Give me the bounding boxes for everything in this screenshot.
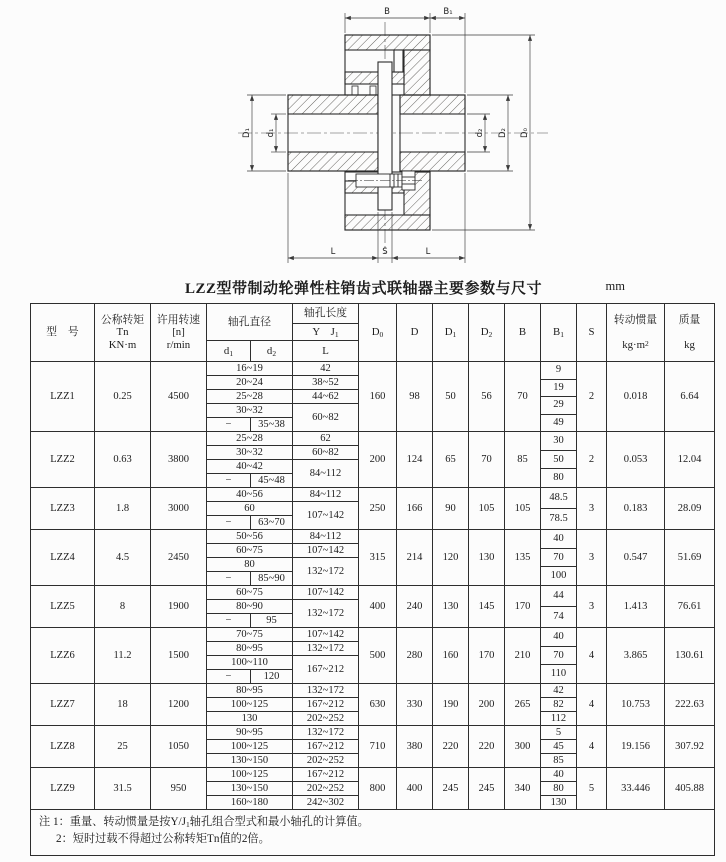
cell-bore-length: 84~112 <box>293 530 359 544</box>
cell-model: LZZ2 <box>31 432 95 488</box>
cell-bore-d2: 95 <box>251 614 293 628</box>
cell-bore-d1: − <box>207 614 251 628</box>
cell-torque: 1.8 <box>95 488 151 530</box>
cell-bore-length: 62 <box>293 432 359 446</box>
cell-speed: 4500 <box>151 362 207 432</box>
cell-speed: 950 <box>151 768 207 810</box>
cell-B: 70 <box>505 362 541 432</box>
cell-B1-segment: 80 <box>541 468 576 487</box>
cell-D2: 245 <box>469 768 505 810</box>
cell-S: 2 <box>577 362 607 432</box>
cell-speed: 1200 <box>151 684 207 726</box>
cell-bore-range: 40~56 <box>207 488 293 502</box>
cell-S: 4 <box>577 726 607 768</box>
cell-torque: 25 <box>95 726 151 768</box>
cell-S: 5 <box>577 768 607 810</box>
cell-D2: 56 <box>469 362 505 432</box>
cell-D: 330 <box>397 684 433 726</box>
cell-B1 <box>541 586 577 628</box>
cell-bore-range: 60~75 <box>207 544 293 558</box>
cell-B1-segment: 48.5 <box>549 492 568 504</box>
cell-B: 85 <box>505 432 541 488</box>
cell-bore-range: 100~110 <box>207 656 293 670</box>
cell-inertia: 0.018 <box>607 362 665 432</box>
cell-speed: 3800 <box>151 432 207 488</box>
cell-B1-segment: 45 <box>541 739 576 753</box>
cell-bore-range: 50~56 <box>207 530 293 544</box>
cell-B: 265 <box>505 684 541 726</box>
cell-D2: 130 <box>469 530 505 586</box>
header-bore-length: 轴孔长度 <box>293 304 359 324</box>
cell-bore-length: 202~252 <box>293 712 359 726</box>
cell-bore-d1: − <box>207 418 251 432</box>
cell-B: 300 <box>505 726 541 768</box>
cell-B1 <box>541 530 577 586</box>
cell-speed: 2450 <box>151 530 207 586</box>
cell-bore-length: 84~112 <box>293 460 359 488</box>
cell-bore-range: 16~19 <box>207 362 293 376</box>
cell-speed: 1050 <box>151 726 207 768</box>
cell-inertia: 0.183 <box>607 488 665 530</box>
cell-bore-range: 100~125 <box>207 740 293 754</box>
cell-D0: 710 <box>359 726 397 768</box>
elastic-pin-bolt <box>348 171 424 190</box>
table-row <box>31 726 715 740</box>
cell-B1-segment: 70 <box>541 646 576 665</box>
cell-model: LZZ6 <box>31 628 95 684</box>
cell-model: LZZ3 <box>31 488 95 530</box>
dim-label-B1: B₁ <box>443 7 453 17</box>
cell-torque: 8 <box>95 586 151 628</box>
cell-model: LZZ1 <box>31 362 95 432</box>
parameters-table <box>30 303 715 856</box>
cell-bore-d2: 35~38 <box>251 418 293 432</box>
table-row <box>31 432 715 446</box>
dim-label-S: S <box>382 247 388 257</box>
cell-mass: 76.61 <box>665 586 715 628</box>
cell-bore-range: 90~95 <box>207 726 293 740</box>
header-B1: $B_1$ <box>541 304 577 362</box>
cell-D0: 160 <box>359 362 397 432</box>
header-D0: $D_0$ <box>359 304 397 362</box>
cell-mass: 130.61 <box>665 628 715 684</box>
cell-D: 280 <box>397 628 433 684</box>
header-mass: 质量 kg <box>665 304 715 362</box>
center-flange <box>378 62 392 210</box>
cell-B1-segment: 80 <box>541 781 576 795</box>
cell-inertia: 10.753 <box>607 684 665 726</box>
cell-B1-segment: 82 <box>541 697 576 711</box>
cell-torque: 0.63 <box>95 432 151 488</box>
cell-bore-length: 107~142 <box>293 502 359 530</box>
cell-B1-segment: 78.5 <box>541 508 576 529</box>
header-speed: 许用转速 [n] r/min <box>151 304 207 362</box>
cell-B1-segment: 100 <box>541 566 576 585</box>
cell-bore-length: 107~142 <box>293 544 359 558</box>
dim-label-D0: D₀ <box>520 128 530 138</box>
cell-model: LZZ9 <box>31 768 95 810</box>
header-S: S <box>577 304 607 362</box>
cell-B1-segment: 74 <box>541 606 576 627</box>
cell-D1: 50 <box>433 362 469 432</box>
table-notes <box>31 810 715 856</box>
cell-B1 <box>541 768 577 810</box>
table-row <box>31 488 715 502</box>
cell-speed: 3000 <box>151 488 207 530</box>
cell-bore-length: 132~172 <box>293 642 359 656</box>
cell-B1 <box>541 726 577 768</box>
cell-bore-d2: 45~48 <box>251 474 293 488</box>
cell-D1: 160 <box>433 628 469 684</box>
dim-label-L-right: L <box>425 247 431 257</box>
cell-B1-segment: 19 <box>541 379 576 397</box>
table-row <box>31 362 715 376</box>
cell-bore-length: 42 <box>293 362 359 376</box>
cell-D: 400 <box>397 768 433 810</box>
cell-bore-length: 167~212 <box>293 656 359 684</box>
cell-B1 <box>541 432 577 488</box>
cell-B1-segment: 70 <box>541 548 576 567</box>
table-row <box>31 684 715 698</box>
cell-B1-segment: 50 <box>541 450 576 469</box>
cell-D: 124 <box>397 432 433 488</box>
dim-label-B: B <box>384 7 390 17</box>
cell-torque: 18 <box>95 684 151 726</box>
cell-bore-range: 80~95 <box>207 684 293 698</box>
cell-bore-length: 132~172 <box>293 726 359 740</box>
dim-label-d1: d₁ <box>266 128 276 138</box>
cell-bore-d1: − <box>207 670 251 684</box>
cell-S: 3 <box>577 586 607 628</box>
header-model: 型 号 <box>31 304 95 362</box>
cell-B: 170 <box>505 586 541 628</box>
cell-bore-range: 60 <box>207 502 293 516</box>
cell-D1: 245 <box>433 768 469 810</box>
cell-B1-segment: 112 <box>541 711 576 725</box>
cell-B1-segment: 42 <box>553 684 564 696</box>
header-bore-diameter: 轴孔直径 <box>207 304 293 341</box>
cell-B1-segment: 85 <box>541 753 576 767</box>
cell-bore-range: 70~75 <box>207 628 293 642</box>
cell-bore-d1: − <box>207 474 251 488</box>
cell-D: 166 <box>397 488 433 530</box>
cell-B: 210 <box>505 628 541 684</box>
table-row <box>31 530 715 544</box>
cell-D2: 220 <box>469 726 505 768</box>
note-line-2: 2：短时过载不得超过公称转矩Tn值的2倍。 <box>56 833 270 846</box>
cell-D0: 800 <box>359 768 397 810</box>
cell-D0: 250 <box>359 488 397 530</box>
header-L: L <box>293 341 359 362</box>
unit-label: mm <box>605 279 625 293</box>
cell-B: 105 <box>505 488 541 530</box>
cell-bore-length: 202~252 <box>293 754 359 768</box>
cell-B1-segment: 44 <box>553 590 564 602</box>
cell-mass: 405.88 <box>665 768 715 810</box>
table-row <box>31 586 715 600</box>
cell-B1-segment: 40 <box>553 532 564 544</box>
cell-S: 4 <box>577 628 607 684</box>
cell-D0: 500 <box>359 628 397 684</box>
cell-bore-d1: − <box>207 572 251 586</box>
cell-model: LZZ4 <box>31 530 95 586</box>
cell-bore-length: 242~302 <box>293 796 359 810</box>
cell-bore-range: 30~32 <box>207 446 293 460</box>
cell-D2: 105 <box>469 488 505 530</box>
cell-bore-d2: 85~90 <box>251 572 293 586</box>
header-d1: $d_1$ <box>207 341 251 362</box>
coupling-section-drawing <box>0 2 726 276</box>
cell-bore-length: 60~82 <box>293 446 359 460</box>
cell-D1: 130 <box>433 586 469 628</box>
cell-bore-length: 167~212 <box>293 768 359 782</box>
cell-speed: 1900 <box>151 586 207 628</box>
cell-torque: 0.25 <box>95 362 151 432</box>
cell-mass: 6.64 <box>665 362 715 432</box>
cell-D2: 200 <box>469 684 505 726</box>
cell-B1-segment: 5 <box>555 726 562 738</box>
cell-D0: 630 <box>359 684 397 726</box>
cell-model: LZZ5 <box>31 586 95 628</box>
dim-label-D2: D₂ <box>498 128 508 138</box>
cell-inertia: 0.547 <box>607 530 665 586</box>
cell-bore-range: 100~125 <box>207 698 293 712</box>
cell-D0: 315 <box>359 530 397 586</box>
cell-mass: 28.09 <box>665 488 715 530</box>
header-D1: $D_1$ <box>433 304 469 362</box>
cell-bore-range: 30~32 <box>207 404 293 418</box>
table-row <box>31 628 715 642</box>
cell-mass: 12.04 <box>665 432 715 488</box>
cell-B1 <box>541 684 577 726</box>
cell-bore-range: 130~150 <box>207 782 293 796</box>
header-D: D <box>397 304 433 362</box>
cell-inertia: 33.446 <box>607 768 665 810</box>
cell-bore-length: 132~172 <box>293 600 359 628</box>
header-B: B <box>505 304 541 362</box>
dim-label-d2: d₂ <box>475 128 485 138</box>
cell-bore-range: 80~90 <box>207 600 293 614</box>
cell-D: 240 <box>397 586 433 628</box>
cell-bore-length: 107~142 <box>293 586 359 600</box>
cell-mass: 51.69 <box>665 530 715 586</box>
cell-bore-range: 130~150 <box>207 754 293 768</box>
cell-mass: 307.92 <box>665 726 715 768</box>
cell-D0: 200 <box>359 432 397 488</box>
cell-bore-d2: 120 <box>251 670 293 684</box>
header-D2: $D_2$ <box>469 304 505 362</box>
cell-bore-range: 25~28 <box>207 390 293 404</box>
table-title: LZZ型带制动轮弹性柱销齿式联轴器主要参数与尺寸 <box>184 281 543 297</box>
cell-D1: 220 <box>433 726 469 768</box>
cell-bore-range: 60~75 <box>207 586 293 600</box>
cell-D0: 400 <box>359 586 397 628</box>
cell-bore-range: 25~28 <box>207 432 293 446</box>
header-inertia: 转动惯量 $kg\cdot m^2$ <box>607 304 665 362</box>
cell-model: LZZ7 <box>31 684 95 726</box>
cell-D2: 70 <box>469 432 505 488</box>
cell-B1-segment: 9 <box>555 364 562 376</box>
cell-D: 98 <box>397 362 433 432</box>
cell-bore-range: 160~180 <box>207 796 293 810</box>
cell-model: LZZ8 <box>31 726 95 768</box>
cell-B1-segment: 110 <box>541 664 576 683</box>
cell-S: 3 <box>577 530 607 586</box>
cell-B1 <box>541 488 577 530</box>
cell-bore-range: 40~42 <box>207 460 293 474</box>
header-d2: $d_2$ <box>251 341 293 362</box>
cell-D1: 190 <box>433 684 469 726</box>
cell-inertia: 19.156 <box>607 726 665 768</box>
cell-torque: 31.5 <box>95 768 151 810</box>
cell-B1 <box>541 362 577 432</box>
cell-B1 <box>541 628 577 684</box>
dim-label-D1: D₁ <box>242 128 252 138</box>
cell-inertia: 1.413 <box>607 586 665 628</box>
cell-S: 4 <box>577 684 607 726</box>
cell-bore-range: 20~24 <box>207 376 293 390</box>
cell-bore-range: 80 <box>207 558 293 572</box>
cell-bore-length: 167~212 <box>293 698 359 712</box>
cell-bore-length: 132~172 <box>293 684 359 698</box>
cell-bore-length: 44~62 <box>293 390 359 404</box>
cell-bore-length: 167~212 <box>293 740 359 754</box>
cell-inertia: 0.053 <box>607 432 665 488</box>
cell-S: 2 <box>577 432 607 488</box>
cell-D1: 90 <box>433 488 469 530</box>
cell-B1-segment: 30 <box>553 434 564 446</box>
cell-bore-range: 80~95 <box>207 642 293 656</box>
cell-B1-segment: 29 <box>541 396 576 414</box>
cell-bore-length: 107~142 <box>293 628 359 642</box>
cell-B1-segment: 40 <box>553 768 564 780</box>
cell-D2: 170 <box>469 628 505 684</box>
cell-bore-d1: − <box>207 516 251 530</box>
cell-D1: 120 <box>433 530 469 586</box>
header-torque: 公称转矩 Tn KN·m <box>95 304 151 362</box>
table-caption-row <box>30 277 697 299</box>
cell-B1-segment: 49 <box>541 414 576 432</box>
cell-bore-length: 60~82 <box>293 404 359 432</box>
cell-bore-range: 130 <box>207 712 293 726</box>
cell-B: 340 <box>505 768 541 810</box>
dim-label-L-left: L <box>330 247 336 257</box>
cell-D: 214 <box>397 530 433 586</box>
cell-bore-d2: 63~70 <box>251 516 293 530</box>
cell-B: 135 <box>505 530 541 586</box>
cell-inertia: 3.865 <box>607 628 665 684</box>
table-row <box>31 768 715 782</box>
cell-B1-segment: 130 <box>541 795 576 809</box>
cell-bore-length: 202~252 <box>293 782 359 796</box>
cell-D2: 145 <box>469 586 505 628</box>
cell-speed: 1500 <box>151 628 207 684</box>
cell-bore-length: 38~52 <box>293 376 359 390</box>
cell-bore-length: 84~112 <box>293 488 359 502</box>
cell-B1-segment: 40 <box>553 630 564 642</box>
header-YJ1: Y $J_1$ <box>293 324 359 341</box>
cell-torque: 4.5 <box>95 530 151 586</box>
cell-D1: 65 <box>433 432 469 488</box>
cell-torque: 11.2 <box>95 628 151 684</box>
cell-bore-length: 132~172 <box>293 558 359 586</box>
cell-mass: 222.63 <box>665 684 715 726</box>
cell-bore-range: 100~125 <box>207 768 293 782</box>
note-line-1: 注 1：重量、转动惯量是按$Y/J_1$轴孔组合型式和最小轴孔的计算值。 <box>39 816 369 829</box>
cell-S: 3 <box>577 488 607 530</box>
cell-D: 380 <box>397 726 433 768</box>
